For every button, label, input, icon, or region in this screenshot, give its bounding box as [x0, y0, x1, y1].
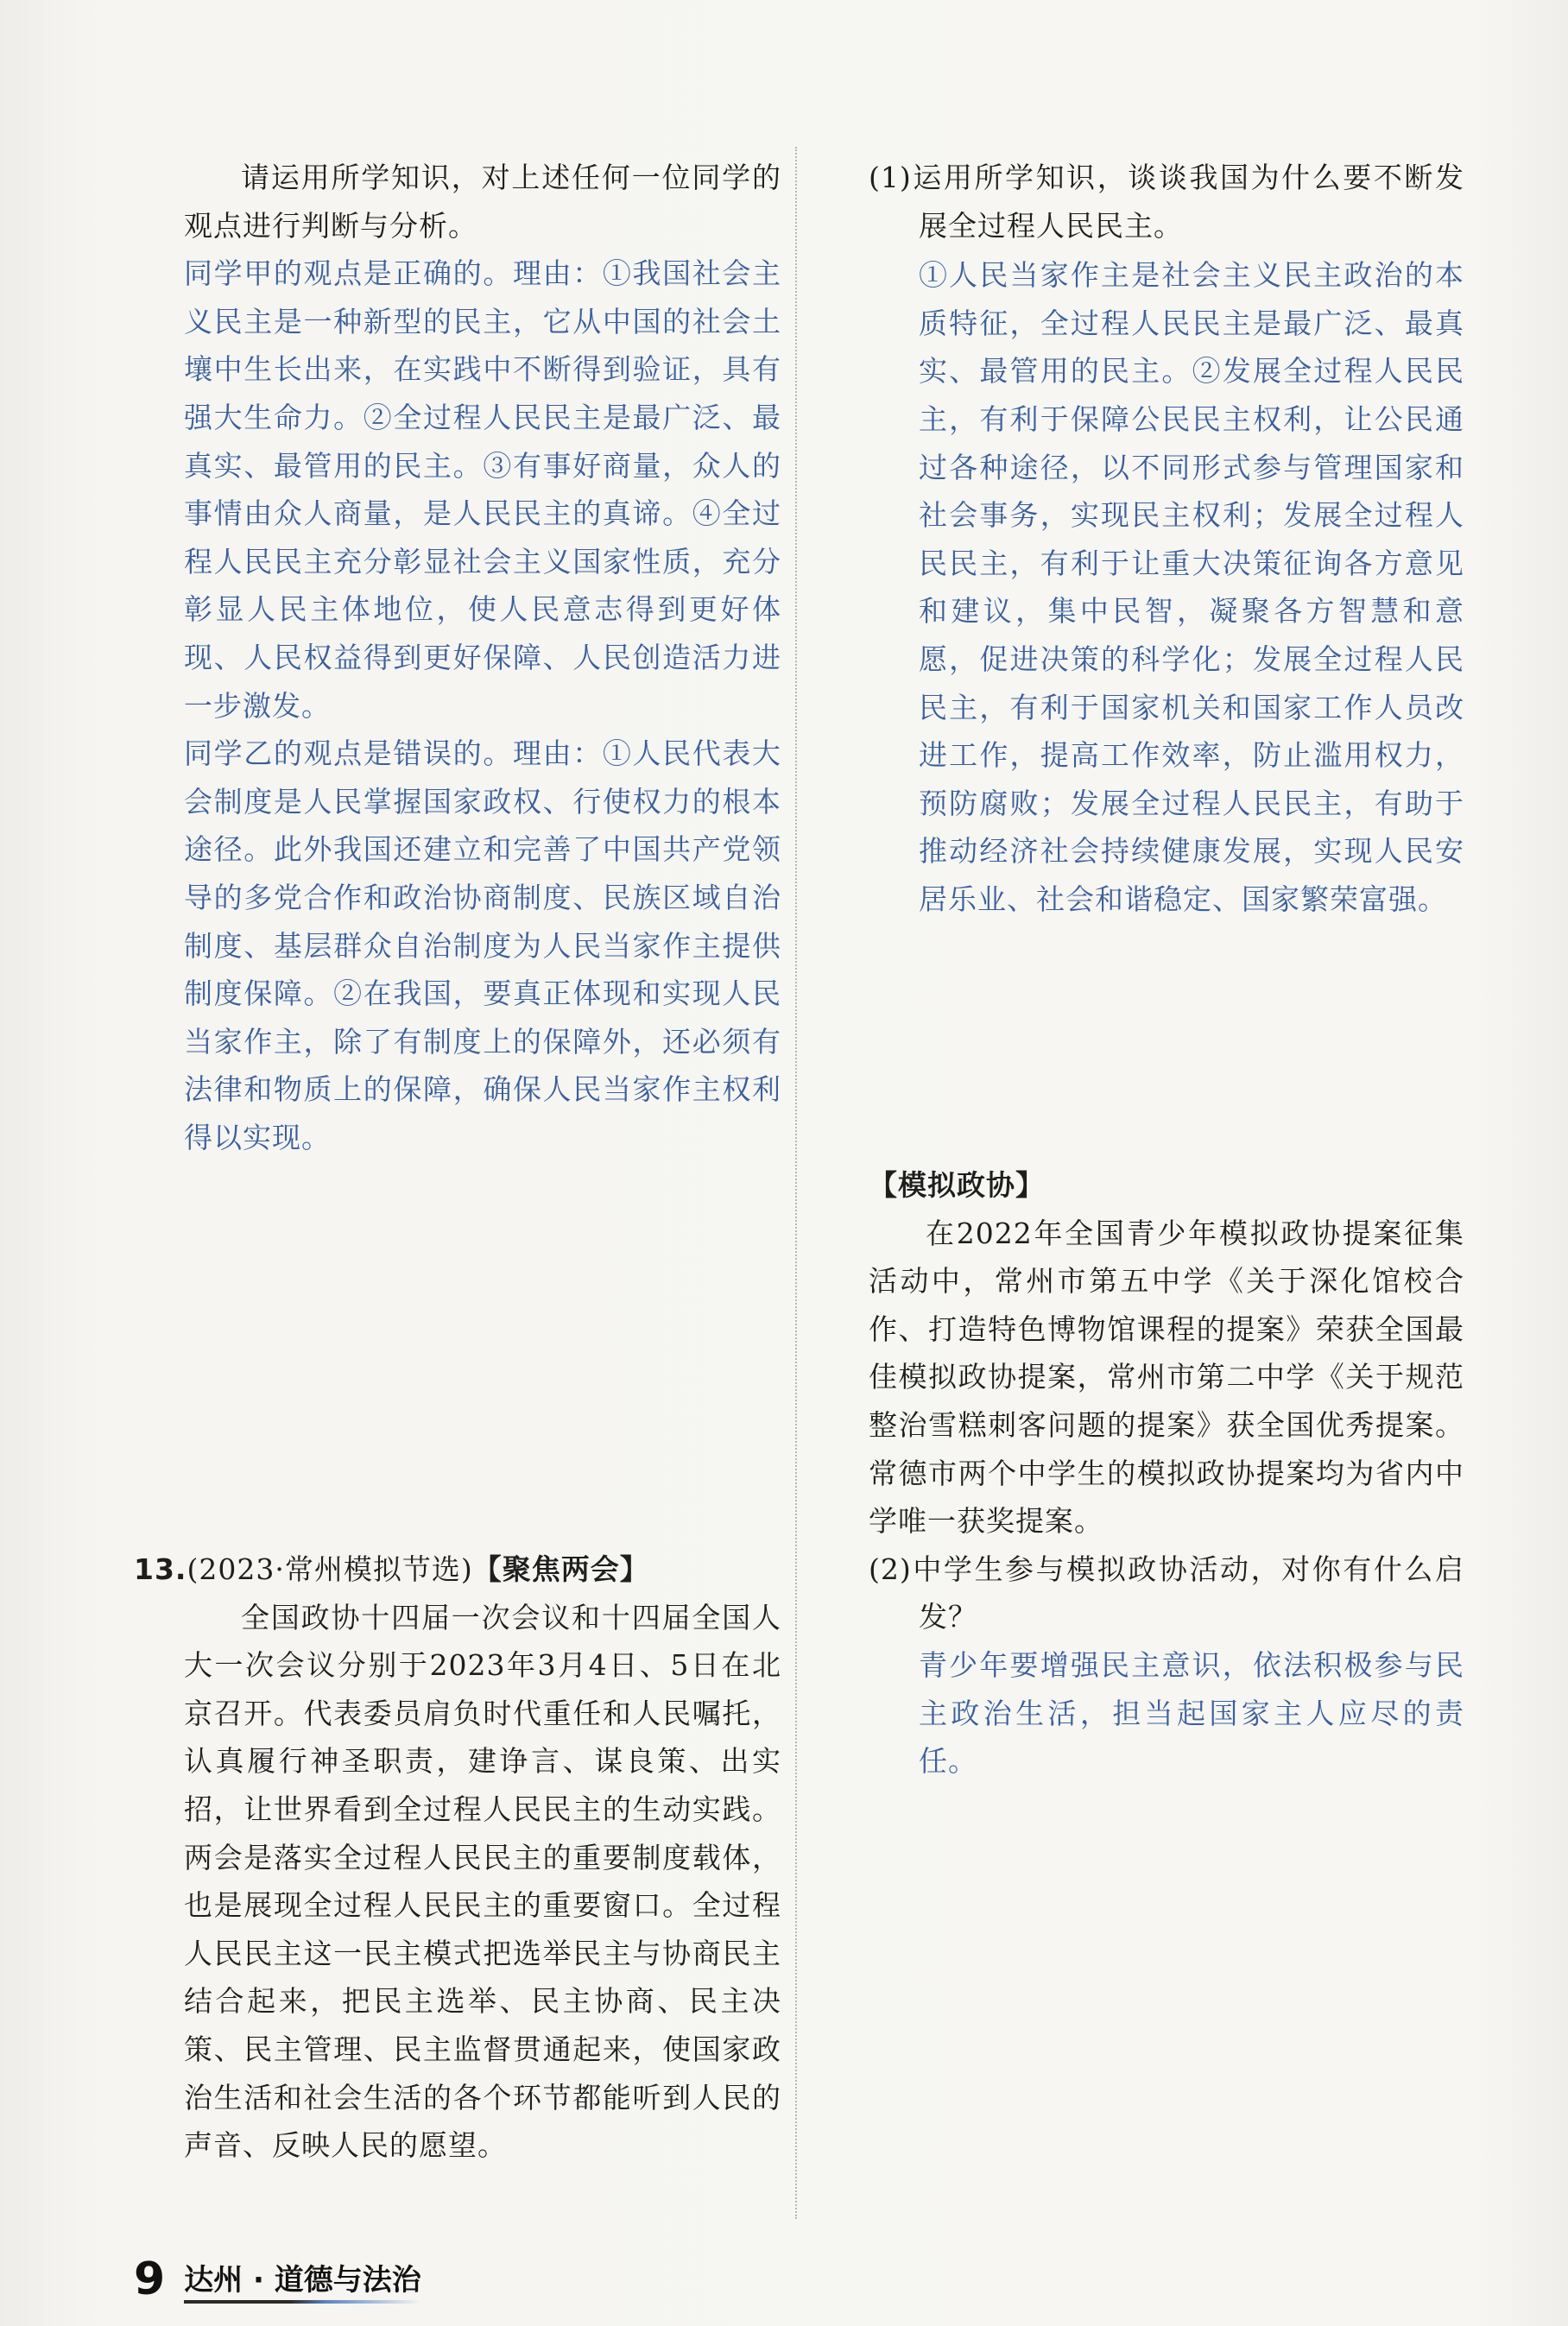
sub-question-2-answer: 青少年要增强民主意识，依法积极参与民主政治生活，担当起国家主人应尽的责任。 — [919, 1647, 1464, 1779]
question-source: (2023·常州模拟节选) — [187, 1552, 473, 1586]
mock-cppcc-material: 在2022年全国青少年模拟政协提案征集活动中，常州市第五中学《关于深化馆校合作、打造特色博物馆课程的提案》荣获全国最佳模拟政协提案，常州市第二中学《关于规范整治雪糕刺客问题的提案》获全国优秀提案。常德市两个中学生的模拟政协提案均为省内中学唯一获奖提案。 — [869, 1216, 1464, 1539]
sub-question-1-answer-block — [869, 251, 1464, 923]
question-13-header — [134, 1545, 781, 1594]
sub-question-1-answer: ①人民当家作主是社会主义民主政治的本质特征，全过程人民民主是最广泛、最真实、最管用的民主。②发展全过程人民民主，有利于保障公民民主权利，让公民通过各种途径，以不同形式参与管理国家和社会事务，实现民主权利；发展全过程人民民主，有利于让重大决策征询各方意见和建议，集中民智，凝聚各方智慧和意愿，促进决策的科学化；发展全过程人民民主，有利于国家机关和国家工作人员改进工作，提高工作效率，防止滥用权力，预防腐败；发展全过程人民民主，有助于推动经济社会持续健康发展，实现人民安居乐业、社会和谐稳定、国家繁荣富强。 — [919, 258, 1464, 916]
mock-cppcc-section — [869, 1161, 1464, 1786]
sub-question-1: (1)运用所学知识，谈谈我国为什么要不断发展全过程人民民主。 — [869, 161, 1464, 243]
footer-label — [184, 2256, 421, 2304]
mock-cppcc-tag: 【模拟政协】 — [869, 1168, 1045, 1202]
question-13-body — [134, 1594, 781, 2170]
column-divider — [795, 147, 797, 2219]
question-13-material: 全国政协十四届一次会议和十四届全国人大一次会议分别于2023年3月4日、5日在北京召开。代表委员肩负时代重任和人民嘱托，认真履行神圣职责，建诤言、谋良策、出实招，让世界看到全过程人民民主的生动实践。两会是落实全过程人民民主的重要制度载体，也是展现全过程人民民主的重要窗口。全过程人民民主这一民主模式把选举民主与协商民主结合起来，把民主选举、民主协商、民主决策、民主管理、民主监督贯通起来，使国家政治生活和社会生活的各个环节都能听到人民的声音、反映人民的愿望。 — [184, 1600, 781, 2163]
sub-question-2-answer-block — [869, 1641, 1464, 1786]
question-13 — [134, 1545, 781, 2170]
left-column — [184, 154, 781, 1161]
answer-student-b: 同学乙的观点是错误的。理由：①人民代表大会制度是人民掌握国家政权、行使权力的根本途径。此外我国还建立和完善了中国共产党领导的多党合作和政治协商制度、民族区域自治制度、基层群众自治制度为人民当家作主提供制度保障。②在我国，要真正体现和实现人民当家作主，除了有制度上的保障外，还必须有法律和物质上的保障，确保人民当家作主权利得以实现。 — [184, 736, 781, 1154]
sub-question-2: (2)中学生参与模拟政协活动，对你有什么启发？ — [869, 1552, 1464, 1634]
page-number: 9 — [134, 2253, 166, 2305]
footer-underline — [184, 2300, 421, 2304]
topic-tag: 【聚焦两会】 — [472, 1552, 649, 1586]
question-number: 13. — [134, 1552, 187, 1586]
page-footer — [134, 2253, 421, 2305]
right-column — [869, 154, 1464, 924]
footer-label-text: 达州 · 道德与法治 — [184, 2262, 421, 2298]
answer-student-a: 同学甲的观点是正确的。理由：①我国社会主义民主是一种新型的民主，它从中国的社会土壤中生长出来，在实践中不断得到验证，具有强大生命力。②全过程人民民主是最广泛、最真实、最管用的民主。③有事好商量，众人的事情由众人商量，是人民民主的真谛。④全过程人民民主充分彰显社会主义国家性质，充分彰显人民主体地位，使人民意志得到更好体现、人民权益得到更好保障、人民创造活力进一步激发。 — [184, 256, 781, 723]
analysis-prompt: 请运用所学知识，对上述任何一位同学的观点进行判断与分析。 — [184, 161, 781, 243]
